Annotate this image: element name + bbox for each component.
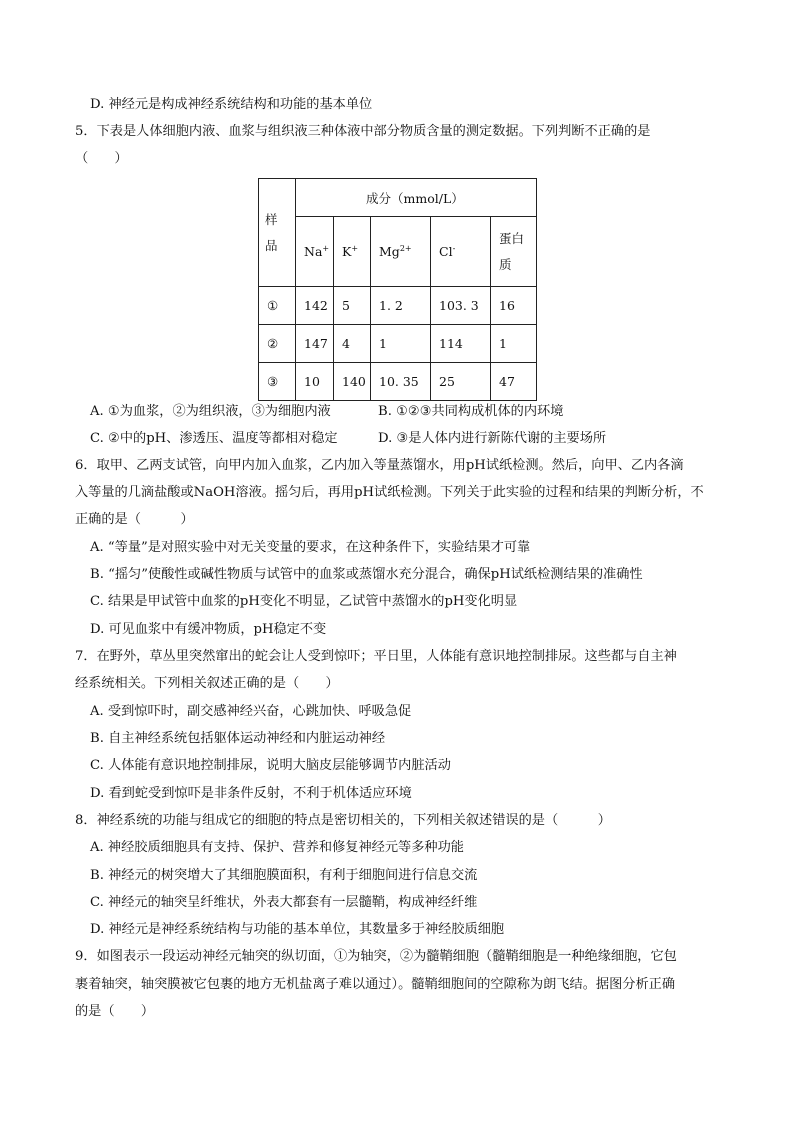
col-header-protein: 蛋白 质 bbox=[491, 217, 537, 287]
table-cell: 142 bbox=[296, 287, 334, 325]
q8-option-c: C. 神经元的轴突呈纤维状，外表大都套有一层髓鞘，构成神经纤维 bbox=[90, 895, 478, 910]
q6-option-b: B. “摇匀”使酸性或碱性物质与试管中的血浆或蒸馏水充分混合，确保pH试纸检测结果的准确性 bbox=[90, 567, 643, 582]
q6-stem-line-2: 入等量的几滴盐酸或NaOH溶液。摇匀后，再用pH试纸检测。下列关于此实验的过程和结果的判断分析，不 bbox=[75, 485, 704, 500]
table-row bbox=[259, 287, 537, 325]
table-header-sample: 样 品 bbox=[259, 179, 296, 287]
q5-stem: 5．下表是人体细胞内液、血浆与组织液三种体液中部分物质含量的测定数据。下列判断不正确的是 bbox=[75, 124, 651, 139]
table-cell: 1. 2 bbox=[371, 287, 431, 325]
q8-option-b: B. 神经元的树突增大了其细胞膜面积，有利于细胞间进行信息交流 bbox=[90, 868, 478, 883]
table-cell: 47 bbox=[491, 363, 537, 401]
row-sample: ③ bbox=[259, 363, 296, 401]
table-cell: 147 bbox=[296, 325, 334, 363]
col-header-na: Na+ bbox=[296, 217, 334, 287]
q5-answer-paren: （ ） bbox=[75, 151, 128, 166]
q5-option-d: D. ③是人体内进行新陈代谢的主要场所 bbox=[378, 431, 607, 446]
col-header-cl: Cl- bbox=[431, 217, 491, 287]
table-cell: 10. 35 bbox=[371, 363, 431, 401]
row-sample: ② bbox=[259, 325, 296, 363]
table-cell: 140 bbox=[334, 363, 371, 401]
table-cell: 103. 3 bbox=[431, 287, 491, 325]
table-cell: 1 bbox=[491, 325, 537, 363]
col-header-mg: $Mg^{2+}$ bbox=[371, 217, 431, 287]
table-cell: 16 bbox=[491, 287, 537, 325]
table-header-group: 成分（mmol/L） bbox=[296, 179, 537, 217]
q7-stem-line-1: 7．在野外，草丛里突然窜出的蛇会让人受到惊吓；平日里，人体能有意识地控制排尿。这些都与自主神 bbox=[75, 649, 677, 664]
q7-option-a: A. 受到惊吓时，副交感神经兴奋，心跳加快、呼吸急促 bbox=[90, 704, 412, 719]
q5-option-b: B. ①②③共同构成机体的内环境 bbox=[378, 404, 564, 419]
q7-stem-line-2: 经系统相关。下列相关叙述正确的是（ ） bbox=[75, 676, 339, 691]
q6-stem-line-1: 6．取甲、乙两支试管，向甲内加入血浆，乙内加入等量蒸馏水，用pH试纸检测。然后，向甲、乙内各滴 bbox=[75, 458, 684, 473]
q7-option-b: B. 自主神经系统包括躯体运动神经和内脏运动神经 bbox=[90, 731, 386, 746]
q6-option-d: D. 可见血浆中有缓冲物质，pH稳定不变 bbox=[90, 622, 327, 637]
table-cell: 114 bbox=[431, 325, 491, 363]
q8-stem: 8．神经系统的功能与组成它的细胞的特点是密切相关的，下列相关叙述错误的是（ ） bbox=[75, 813, 611, 828]
q8-option-d: D. 神经元是神经系统结构与功能的基本单位，其数量多于神经胶质细胞 bbox=[90, 922, 505, 937]
q8-option-a: A. 神经胶质细胞具有支持、保护、营养和修复神经元等多种功能 bbox=[90, 840, 464, 855]
table-cell: 10 bbox=[296, 363, 334, 401]
row-sample: ① bbox=[259, 287, 296, 325]
col-header-k: K+ bbox=[334, 217, 371, 287]
q5-option-a: A. ①为血浆，②为组织液，③为细胞内液 bbox=[90, 404, 331, 419]
q4-option-d: D. 神经元是构成神经系统结构和功能的基本单位 bbox=[90, 97, 373, 112]
table-row bbox=[259, 325, 537, 363]
q6-stem-line-3: 正确的是（ ） bbox=[75, 512, 194, 527]
table-row bbox=[259, 363, 537, 401]
table-cell: 25 bbox=[431, 363, 491, 401]
table-cell: 5 bbox=[334, 287, 371, 325]
q5-data-table bbox=[258, 178, 537, 401]
q5-option-c: C. ②中的pH、渗透压、温度等都相对稳定 bbox=[90, 431, 338, 446]
q9-stem-line-2: 裹着轴突，轴突膜被它包裹的地方无机盐离子难以通过）。髓鞘细胞间的空隙称为朗飞结。据图分析正确 bbox=[75, 977, 676, 992]
q9-stem-line-1: 9．如图表示一段运动神经元轴突的纵切面，①为轴突，②为髓鞘细胞（髓鞘细胞是一种绝缘细胞，它包 bbox=[75, 949, 677, 964]
table-cell: 4 bbox=[334, 325, 371, 363]
q7-option-d: D. 看到蛇受到惊吓是非条件反射，不利于机体适应环境 bbox=[90, 786, 412, 801]
q9-stem-line-3: 的是（ ） bbox=[75, 1004, 155, 1019]
q7-option-c: C. 人体能有意识地控制排尿，说明大脑皮层能够调节内脏活动 bbox=[90, 758, 451, 773]
q6-option-a: A. “等量”是对照实验中对无关变量的要求，在这种条件下，实验结果才可靠 bbox=[90, 540, 531, 555]
table-cell: 1 bbox=[371, 325, 431, 363]
q6-option-c: C. 结果是甲试管中血浆的pH变化不明显，乙试管中蒸馏水的pH变化明显 bbox=[90, 594, 518, 609]
